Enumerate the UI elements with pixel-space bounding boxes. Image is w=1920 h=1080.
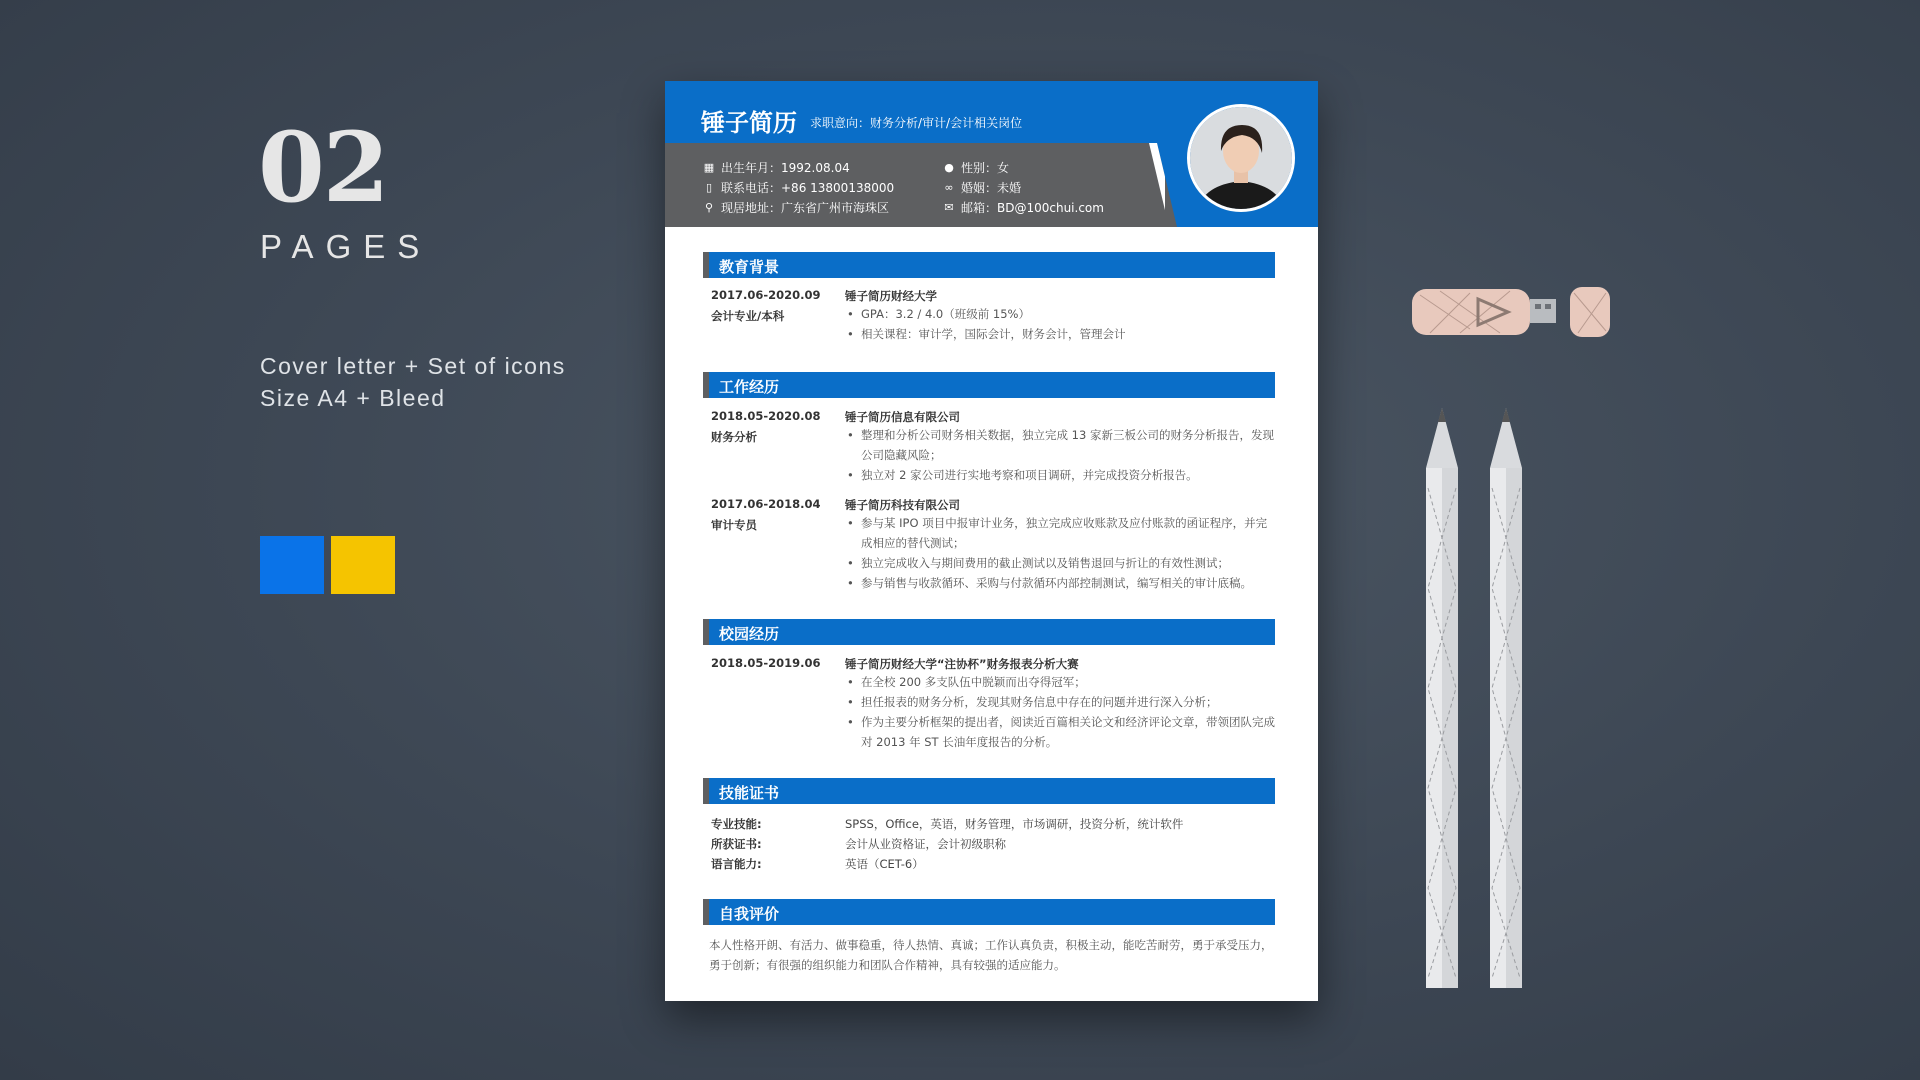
promo-description xyxy=(260,350,566,414)
education-school: 锤子简历财经大学 xyxy=(845,289,937,303)
list-item: • 相关课程：审计学，国际会计，财务会计，管理会计 xyxy=(847,327,1126,341)
list-item: • 参与某 IPO 项目中报审计业务，独立完成应收账款及应付账款的函证程序，并完成相应的替代测试； xyxy=(847,516,1268,550)
page-count-label: PAGES xyxy=(260,228,432,265)
skill-value: 会计从业资格证，会计初级职称 xyxy=(845,837,1006,851)
list-item: • 参与销售与收款循环、采购与付款循环内部控制测试，编写相关的审计底稿。 xyxy=(847,576,1252,590)
profile-photo xyxy=(1187,104,1295,212)
work-1-date: 2018.05-2020.08 xyxy=(711,409,821,423)
usb-drive-illustration xyxy=(1410,283,1616,341)
job-intent: 求职意向：财务分析/审计/会计相关岗位 xyxy=(810,116,1023,130)
skill-label: 所获证书: xyxy=(711,837,762,851)
rings-icon: ∞ xyxy=(944,181,954,194)
info-address-text: 现居地址：广东省广州市海珠区 xyxy=(721,201,890,215)
info-marital-text: 婚姻：未婚 xyxy=(961,181,1022,195)
section-education-title: 教育背景 xyxy=(703,252,1275,278)
self-evaluation-text: 本人性格开朗、有活力、做事稳重，待人热情、真诚；工作认真负责，积极主动，能吃苦耐劳，勇于承受压力，勇于创新；有很强的组织能力和团队合作精神，具有较强的适应能力。 xyxy=(709,938,1273,972)
skill-value: 英语（CET-6） xyxy=(845,857,924,871)
info-marital xyxy=(941,179,1021,196)
work-1-role: 财务分析 xyxy=(711,430,757,444)
education-date: 2017.06-2020.09 xyxy=(711,288,821,302)
promo-line-1: Cover letter + Set of icons xyxy=(260,353,566,379)
info-birth-text: 出生年月：1992.08.04 xyxy=(721,161,850,175)
calendar-icon: ▦ xyxy=(703,161,715,174)
info-email xyxy=(941,199,1104,216)
info-email-text: 邮箱：BD@100chui.com xyxy=(961,201,1104,215)
info-address xyxy=(701,199,889,216)
info-gender xyxy=(941,159,1009,176)
person-icon: ● xyxy=(944,161,954,174)
pencil-illustration xyxy=(1422,408,1462,993)
skill-value: SPSS，Office，英语，财务管理，市场调研，投资分析，统计软件 xyxy=(845,817,1184,831)
campus-date: 2018.05-2019.06 xyxy=(711,656,821,670)
work-2-company: 锤子简历科技有限公司 xyxy=(845,498,960,512)
campus-title: 锤子简历财经大学“注协杯”财务报表分析大赛 xyxy=(845,657,1079,671)
list-item: • GPA：3.2 / 4.0（班级前 15%） xyxy=(847,307,1030,321)
section-campus-title: 校园经历 xyxy=(703,619,1275,645)
work-2-date: 2017.06-2018.04 xyxy=(711,497,821,511)
color-swatch-yellow xyxy=(331,536,395,594)
list-item: • 在全校 200 多支队伍中脱颖而出夺得冠军； xyxy=(847,675,1086,689)
section-work-title: 工作经历 xyxy=(703,372,1275,398)
promo-line-2: Size A4 + Bleed xyxy=(260,385,446,411)
section-self-title: 自我评价 xyxy=(703,899,1275,925)
info-phone xyxy=(701,179,894,196)
skill-label: 语言能力: xyxy=(711,857,762,871)
education-major: 会计专业/本科 xyxy=(711,309,785,323)
work-2-role: 审计专员 xyxy=(711,518,757,532)
list-item: • 作为主要分析框架的提出者，阅读近百篇相关论文和经济评论文章，带领团队完成对 2013 年 ST 长油年度报告的分析。 xyxy=(847,715,1275,749)
resume-page xyxy=(665,81,1318,1001)
color-swatch-blue xyxy=(260,536,324,594)
section-skills-title: 技能证书 xyxy=(703,778,1275,804)
page-count-number: 02 xyxy=(258,111,388,224)
list-item: • 担任报表的财务分析，发现其财务信息中存在的问题并进行深入分析； xyxy=(847,695,1218,709)
pencil-illustration xyxy=(1486,408,1526,993)
info-birth xyxy=(701,159,850,176)
list-item: • 整理和分析公司财务相关数据，独立完成 13 家新三板公司的财务分析报告，发现公司隐藏风险； xyxy=(847,428,1274,462)
mail-icon: ✉ xyxy=(944,201,954,214)
info-gender-text: 性别：女 xyxy=(961,161,1010,175)
phone-icon: ▯ xyxy=(705,181,713,194)
location-pin-icon: ⚲ xyxy=(704,201,714,214)
work-1-company: 锤子简历信息有限公司 xyxy=(845,410,960,424)
resume-name: 锤子简历 xyxy=(701,109,797,137)
list-item: • 独立完成收入与期间费用的截止测试以及销售退回与折让的有效性测试； xyxy=(847,556,1229,570)
skill-label: 专业技能: xyxy=(711,817,762,831)
info-phone-text: 联系电话：+86 13800138000 xyxy=(721,181,895,195)
list-item: • 独立对 2 家公司进行实地考察和项目调研，并完成投资分析报告。 xyxy=(847,468,1198,482)
